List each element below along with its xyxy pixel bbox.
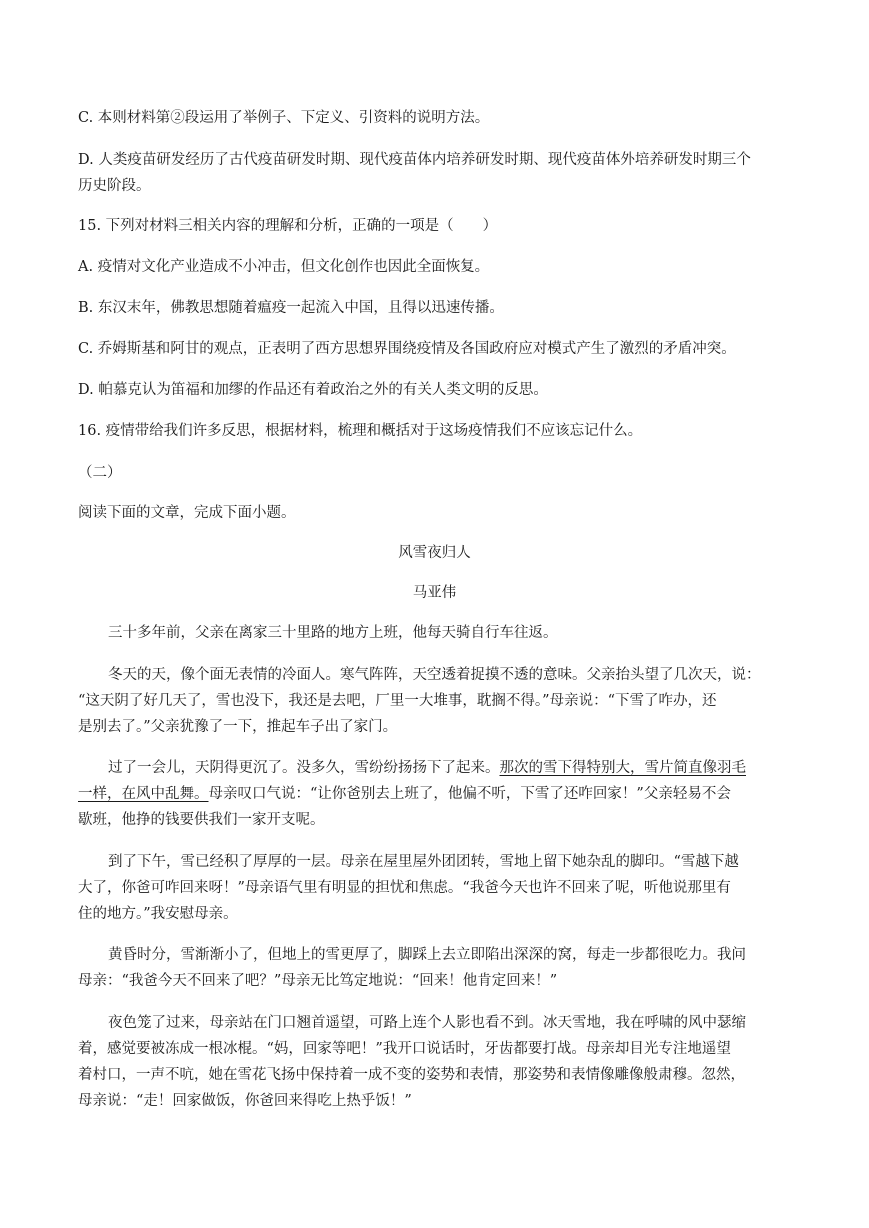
- q14-option-d-line1: D. 人类疫苗研发经历了古代疫苗研发时期、现代疫苗体内培养研发时期、现代疫苗体外培养研发时期三个: [78, 152, 751, 168]
- q15-option-a: A. 疫情对文化产业造成不小冲击，但文化创作也因此全面恢复。: [78, 259, 490, 275]
- article-paragraph-2-line3: 是别去了。”父亲犹豫了一下，推起车子出了家门。: [78, 719, 398, 735]
- q15-option-b: B. 东汉末年，佛教思想随着瘟疫一起流入中国，且得以迅速传播。: [78, 300, 504, 316]
- article-paragraph-2-line2: “这天阴了好几天了，雪也没下，我还是去吧，厂里一大堆事，耽搁不得。”母亲说：“下雪了咋办，还: [78, 693, 717, 709]
- paragraph-3-line2-plain-text: 母亲叹口气说：“让你爸别去上班了，他偏不听，下雪了还咋回家！”父亲轻易不会: [208, 786, 731, 802]
- article-paragraph-4-line1: 到了下午，雪已经积了厚厚的一层。母亲在屋里屋外团团转，雪地上留下她杂乱的脚印。“雪越下越: [108, 854, 739, 870]
- underlined-sentence-part2: 一样，在风中乱舞。: [78, 786, 209, 802]
- article-paragraph-2-line1: 冬天的天，像个面无表情的冷面人。寒气阵阵，天空透着捉摸不透的意味。父亲抬头望了几次天，说：: [108, 667, 761, 683]
- q15-option-c: C. 乔姆斯基和阿甘的观点，正表明了西方思想界围绕疫情及各国政府应对模式产生了激烈的矛盾冲突。: [78, 341, 736, 357]
- article-paragraph-3-line1: [108, 758, 746, 778]
- q14-option-d-line2: 历史阶段。: [78, 178, 151, 194]
- section-label: （二）: [78, 465, 122, 481]
- underlined-sentence-part1: 那次的雪下得特别大，雪片简直像羽毛: [499, 760, 746, 776]
- article-paragraph-3-line3: 歇班，他挣的钱要供我们一家开支呢。: [78, 812, 325, 828]
- q15-option-d: D. 帕慕克认为笛福和加缪的作品还有着政治之外的有关人类文明的反思。: [78, 382, 548, 398]
- q15-stem: 15. 下列对材料三相关内容的理解和分析，正确的一项是（ ）: [78, 218, 498, 234]
- article-paragraph-4-line3: 住的地方。”我安慰母亲。: [78, 906, 238, 922]
- article-paragraph-6-line4: 母亲说：“走！回家做饭，你爸回来得吃上热乎饭！”: [78, 1093, 412, 1109]
- article-paragraph-3-line2: [78, 784, 731, 804]
- article-paragraph-5-line2: 母亲：“我爸今天不回来了吧？”母亲无比笃定地说：“回来！他肯定回来！”: [78, 973, 558, 989]
- article-paragraph-6-line1: 夜色笼了过来，母亲站在门口翘首遥望，可路上连个人影也看不到。冰天雪地，我在呼啸的风中瑟缩: [108, 1015, 746, 1031]
- article-title: 风雪夜归人: [398, 545, 471, 561]
- article-paragraph-4-line2: 大了，你爸可咋回来呀！”母亲语气里有明显的担忧和焦虑。“我爸今天也许不回来了呢，听他说那里有: [78, 880, 731, 896]
- article-paragraph-1: 三十多年前，父亲在离家三十里路的地方上班，他每天骑自行车往返。: [108, 625, 558, 641]
- article-paragraph-6-line2: 着，感觉要被冻成一根冰棍。“妈，回家等吧！”我开口说话时，牙齿都要打战。母亲却目光专注地遥望: [78, 1041, 731, 1057]
- q14-option-c: C. 本则材料第②段运用了举例子、下定义、引资料的说明方法。: [78, 110, 490, 126]
- section-instruction: 阅读下面的文章，完成下面小题。: [78, 505, 296, 521]
- article-paragraph-6-line3: 着村口，一声不吭，她在雪花飞扬中保持着一成不变的姿势和表情，那姿势和表情像雕像般肃穆。忽然，: [78, 1067, 745, 1083]
- article-author: 马亚伟: [412, 585, 457, 601]
- paragraph-3-plain-text: 过了一会儿，天阴得更沉了。没多久，雪纷纷扬扬下了起来。: [108, 760, 500, 776]
- q16-stem: 16. 疫情带给我们许多反思，根据材料，梳理和概括对于这场疫情我们不应该忘记什么。: [78, 423, 643, 439]
- article-paragraph-5-line1: 黄昏时分，雪渐渐小了，但地上的雪更厚了，脚踩上去立即陷出深深的窝，每走一步都很吃力。我问: [108, 947, 746, 963]
